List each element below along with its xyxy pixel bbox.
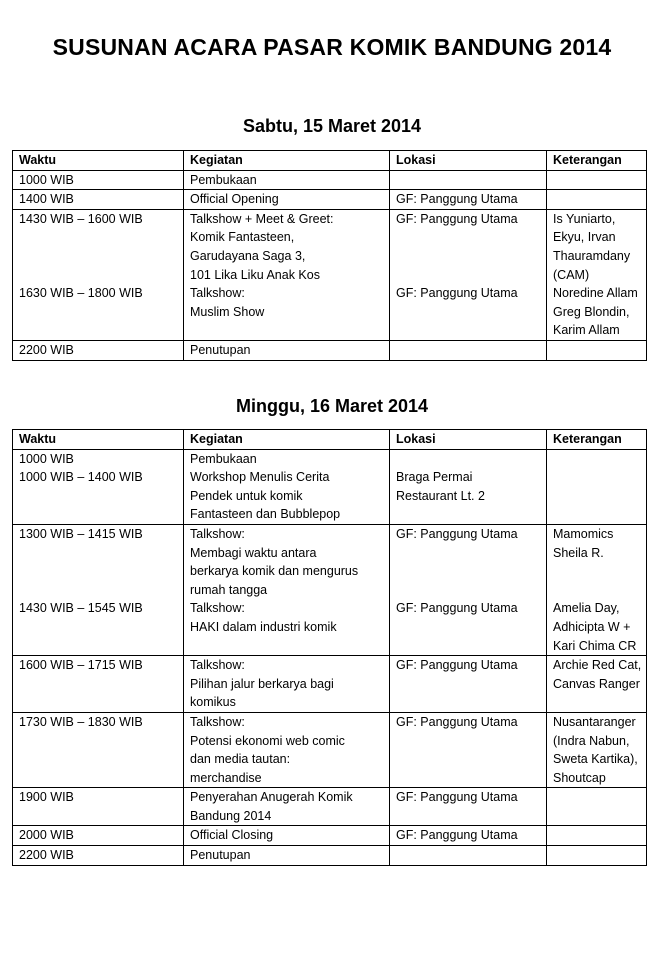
cell-lokasi <box>390 846 547 866</box>
cell-kegiatan: Talkshow: Potensi ekonomi web comic dan media tautan: merchandise <box>184 712 390 787</box>
cell-waktu: 1000 WIB 1000 WIB – 1400 WIB <box>13 449 184 524</box>
cell-lokasi: GF: Panggung Utama GF: Panggung Utama <box>390 524 547 655</box>
cell-keterangan <box>547 826 647 846</box>
page-title: SUSUNAN ACARA PASAR KOMIK BANDUNG 2014 <box>52 34 612 60</box>
cell-keterangan: Nusantaranger (Indra Nabun, Sweta Kartika), Shoutcap <box>547 712 647 787</box>
table-row <box>13 524 647 655</box>
cell-keterangan <box>547 340 647 360</box>
cell-lokasi: GF: Panggung Utama <box>390 826 547 846</box>
cell-kegiatan: Talkshow: Membagi waktu antara berkarya komik dan mengurus rumah tangga Talkshow: HAKI dalam industri komik <box>184 524 390 655</box>
table-row <box>13 209 647 340</box>
column-header-keterangan: Keterangan <box>547 151 647 171</box>
column-header-lokasi: Lokasi <box>390 430 547 450</box>
cell-kegiatan: Talkshow: Pilihan jalur berkarya bagi komikus <box>184 656 390 713</box>
cell-waktu: 2200 WIB <box>13 846 184 866</box>
cell-lokasi: GF: Panggung Utama <box>390 656 547 713</box>
cell-lokasi: Braga Permai Restaurant Lt. 2 <box>390 449 547 524</box>
cell-lokasi: GF: Panggung Utama <box>390 190 547 210</box>
schedule-table-minggu <box>12 429 647 866</box>
cell-lokasi: GF: Panggung Utama GF: Panggung Utama <box>390 209 547 340</box>
day-heading-minggu: Minggu, 16 Maret 2014 <box>235 396 429 416</box>
cell-waktu: 1300 WIB – 1415 WIB 1430 WIB – 1545 WIB <box>13 524 184 655</box>
cell-waktu: 1730 WIB – 1830 WIB <box>13 712 184 787</box>
cell-keterangan <box>547 788 647 826</box>
cell-kegiatan: Official Opening <box>184 190 390 210</box>
cell-kegiatan: Talkshow + Meet & Greet: Komik Fantasteen, Garudayana Saga 3, 101 Lika Liku Anak Kos Talkshow: Muslim Show <box>184 209 390 340</box>
cell-lokasi: GF: Panggung Utama <box>390 788 547 826</box>
cell-kegiatan: Pembukaan <box>184 170 390 190</box>
cell-keterangan <box>547 190 647 210</box>
cell-waktu: 2000 WIB <box>13 826 184 846</box>
table-row <box>13 788 647 826</box>
table-row <box>13 826 647 846</box>
cell-lokasi <box>390 170 547 190</box>
table-row <box>13 170 647 190</box>
schedule-table-sabtu <box>12 150 647 361</box>
cell-lokasi: GF: Panggung Utama <box>390 712 547 787</box>
cell-keterangan <box>547 846 647 866</box>
cell-kegiatan: Official Closing <box>184 826 390 846</box>
table-row <box>13 846 647 866</box>
cell-keterangan <box>547 449 647 524</box>
column-header-kegiatan: Kegiatan <box>184 430 390 450</box>
column-header-waktu: Waktu <box>13 430 184 450</box>
table-row <box>13 190 647 210</box>
table-row <box>13 340 647 360</box>
cell-kegiatan: Penutupan <box>184 340 390 360</box>
cell-waktu: 1400 WIB <box>13 190 184 210</box>
cell-lokasi <box>390 340 547 360</box>
table-header-row <box>13 430 647 450</box>
cell-keterangan: Archie Red Cat, Canvas Ranger <box>547 656 647 713</box>
cell-waktu: 1900 WIB <box>13 788 184 826</box>
cell-keterangan: Mamomics Sheila R. Amelia Day, Adhicipta W + Kari Chima CR <box>547 524 647 655</box>
cell-keterangan: Is Yuniarto, Ekyu, Irvan Thauramdany (CAM) Noredine Allam Greg Blondin, Karim Allam <box>547 209 647 340</box>
table-row <box>13 449 647 524</box>
cell-waktu: 2200 WIB <box>13 340 184 360</box>
cell-waktu: 1600 WIB – 1715 WIB <box>13 656 184 713</box>
column-header-waktu: Waktu <box>13 151 184 171</box>
cell-kegiatan: Penyerahan Anugerah Komik Bandung 2014 <box>184 788 390 826</box>
table-header-row <box>13 151 647 171</box>
cell-kegiatan: Penutupan <box>184 846 390 866</box>
column-header-keterangan: Keterangan <box>547 430 647 450</box>
cell-waktu: 1000 WIB <box>13 170 184 190</box>
cell-keterangan <box>547 170 647 190</box>
cell-kegiatan: Pembukaan Workshop Menulis Cerita Pendek untuk komik Fantasteen dan Bubblepop <box>184 449 390 524</box>
table-row <box>13 656 647 713</box>
column-header-kegiatan: Kegiatan <box>184 151 390 171</box>
table-row <box>13 712 647 787</box>
day-heading-sabtu: Sabtu, 15 Maret 2014 <box>242 116 422 136</box>
cell-waktu: 1430 WIB – 1600 WIB 1630 WIB – 1800 WIB <box>13 209 184 340</box>
column-header-lokasi: Lokasi <box>390 151 547 171</box>
